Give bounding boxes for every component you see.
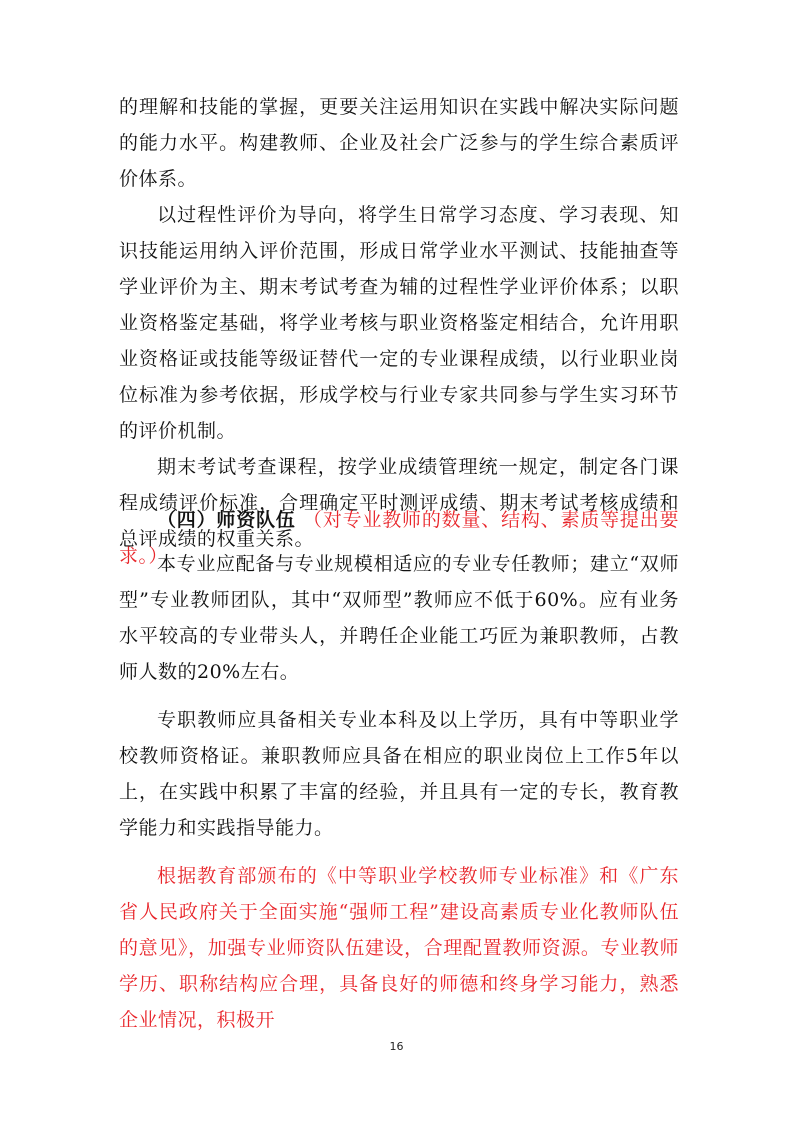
- paragraph-dual-teacher: 本专业应配备与专业规模相适应的专业专任教师；建立“双师型”专业教师团队，其中“双师型”教师应不低于60%。应有业务水平较高的专业带头人，并聘任企业能工巧匠为兼职教师，占教师人数的20%左右。: [119, 553, 679, 683]
- paragraph-qualifications: 专职教师应具备相关专业本科及以上学历，具有中等职业学校教师资格证。兼职教师应具备在相应的职业岗位上工作5年以上，在实践中积累了丰富的经验，并且具有一定的专长，教育教学能力和实践指导能力。: [119, 709, 679, 839]
- paragraph-process-evaluation: 以过程性评价为导向，将学生日常学习态度、学习表现、知识技能运用纳入评价范围，形成日常学业水平测试、技能抽查等学业评价为主、期末考试考查为辅的过程性学业评价体系；以职业资格鉴定基础，将学业考核与职业资格鉴定相结合，允许用职业资格证或技能等级证替代一定的专业课程成绩，以行业职业岗位标准为参考依据，形成学校与行业专家共同参与学生实习环节的评价机制。: [119, 204, 679, 442]
- body-text-upper: [119, 89, 679, 557]
- section-note: （对专业教师的数量、结构、素质等提出要求。）: [119, 509, 679, 567]
- paragraph-final-exam: 期末考试考查课程，按学业成绩管理统一规定，制定各门课程成绩评价标准，合理确定平时测评成绩、期末考试考核成绩和总评成绩的权重关系。: [119, 456, 679, 550]
- body-text-faculty: [119, 546, 679, 690]
- body-text-red-guidance: [119, 858, 679, 1038]
- page-number: 16: [389, 1040, 404, 1053]
- paragraph-policy-guidance: 根据教育部颁布的《中等职业学校教师专业标准》和《广东省人民政府关于全面实施“强师工程”建设高素质专业化教师队伍的意见》，加强专业师资队伍建设，合理配置教师资源。专业教师学历、职称结构应合理，具备良好的师德和终身学习能力，熟悉企业情况，积极开: [119, 865, 679, 1031]
- body-text-qualifications: [119, 702, 679, 846]
- section-title: （四）师资队伍: [157, 509, 296, 531]
- paragraph-continued: 的理解和技能的掌握，更要关注运用知识在实践中解决实际问题的能力水平。构建教师、企业及社会广泛参与的学生综合素质评价体系。: [119, 96, 679, 190]
